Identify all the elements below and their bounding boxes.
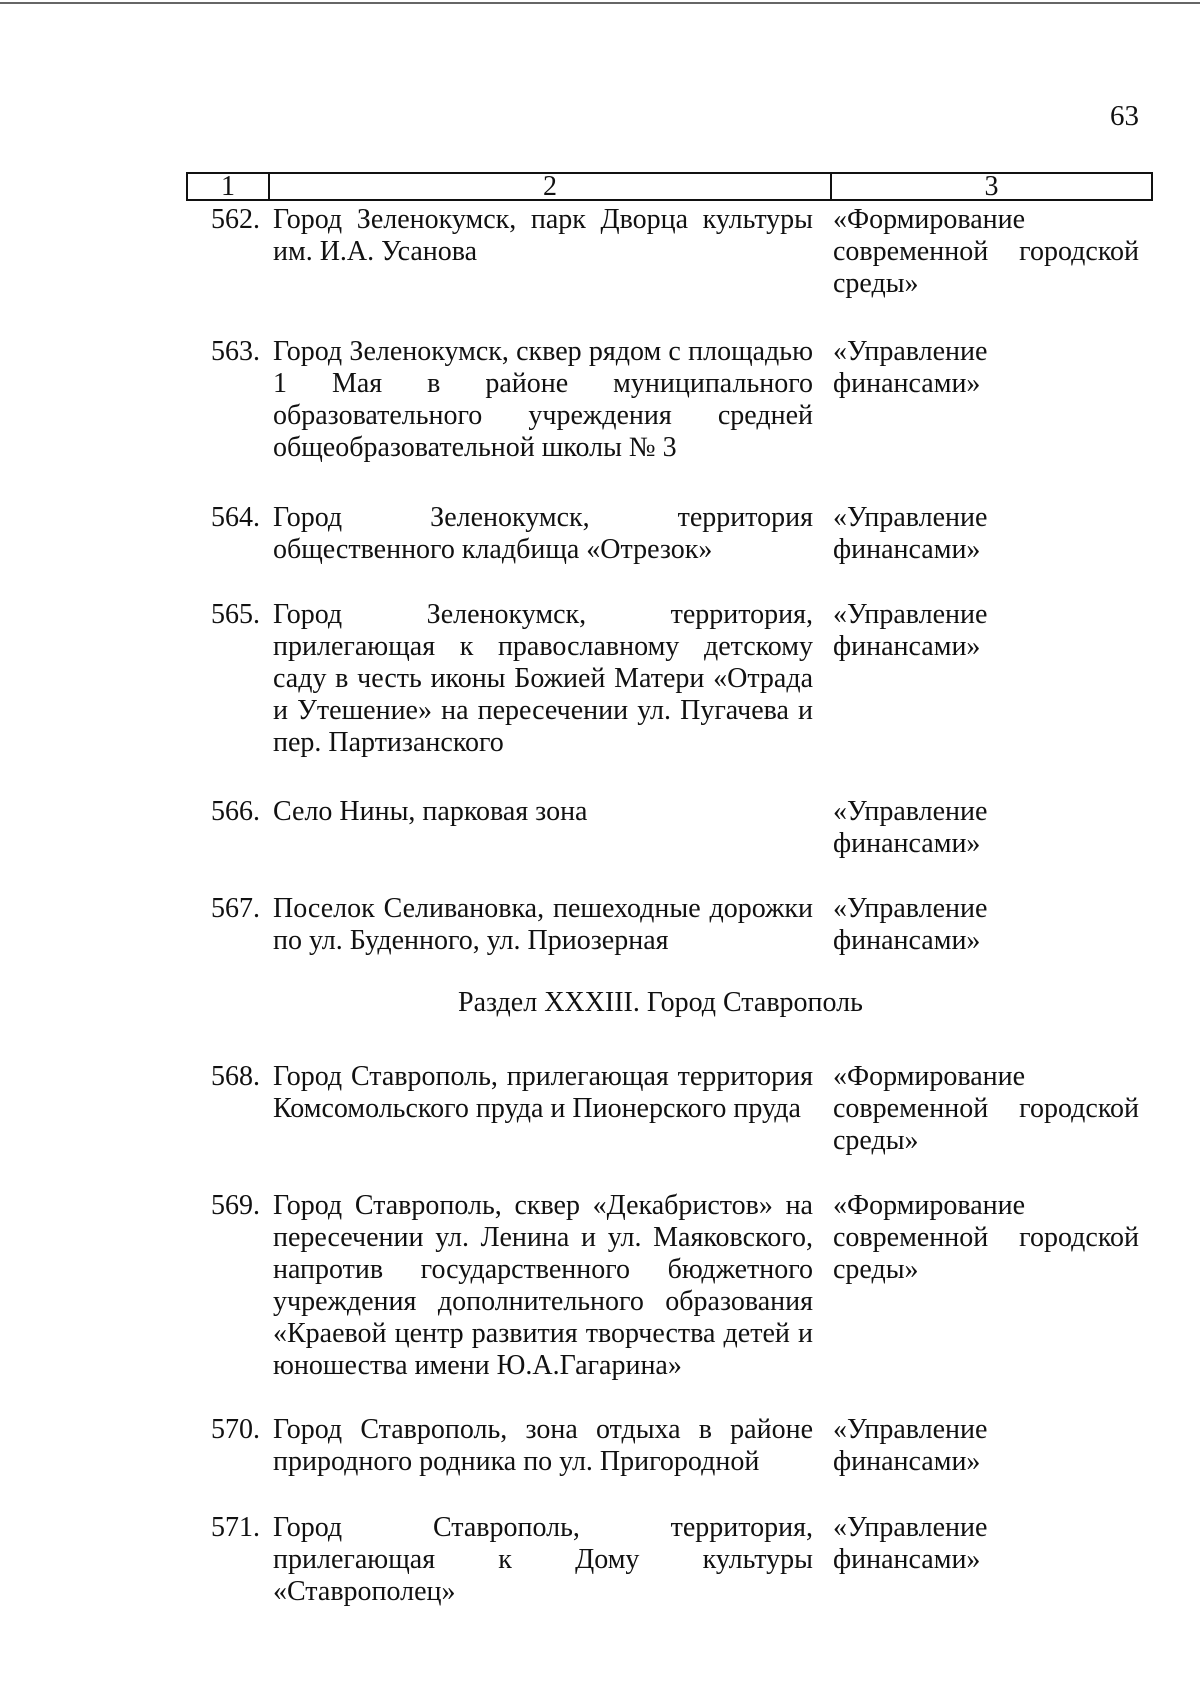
row-number: 565.: [211, 599, 260, 630]
row-description: Город Зеленокумск, парк Дворца культуры им. И.А. Усанова: [273, 204, 813, 267]
row-program: «Управление финансами»: [833, 1512, 988, 1575]
row-number: 567.: [211, 893, 260, 924]
page-number: 63: [1110, 100, 1139, 132]
row-number: 569.: [211, 1190, 260, 1221]
row-number: 566.: [211, 796, 260, 827]
row-number: 571.: [211, 1512, 260, 1543]
row-description: Город Ставрополь, сквер «Декабристов» на пересечении ул. Ленина и ул. Маяковского, напротив государственного бюджетного учреждения дополнительного образования «Краевой центр развития творчества детей и юношества имени Ю.А.Гагарина»: [273, 1190, 813, 1381]
row-description: Город Зеленокумск, сквер рядом с площадью 1 Мая в районе муниципального образовательного учреждения средней общеобразовательной школы № 3: [273, 336, 813, 463]
row-description: Город Ставрополь, зона отдыха в районе природного родника по ул. Пригородной: [273, 1414, 813, 1477]
row-program: «Управление финансами»: [833, 893, 988, 956]
header-col-1: 1: [221, 171, 235, 202]
section-heading-text: Раздел XXXIII. Город Ставрополь: [458, 987, 863, 1018]
row-number: 564.: [211, 502, 260, 533]
row-program: «Управление финансами»: [833, 502, 988, 565]
table-header: [186, 172, 1153, 201]
row-number: 570.: [211, 1414, 260, 1445]
row-description: Город Зеленокумск, территория, прилегающая к православному детскому саду в честь иконы Божией Матери «Отрада и Утешение» на пересечении ул. Пугачева и пер. Партизанского: [273, 599, 813, 758]
row-program: «Формирование современной городской среды»: [833, 1061, 1139, 1156]
scan-edge-line: [0, 2, 1200, 4]
header-col-2: 2: [543, 171, 557, 202]
row-description: Город Ставрополь, территория, прилегающая к Дому культуры «Ставрополец»: [273, 1512, 813, 1607]
row-program: «Управление финансами»: [833, 336, 988, 399]
header-col-3: 3: [984, 171, 999, 202]
row-program: «Управление финансами»: [833, 796, 988, 859]
row-program: «Формирование современной городской среды»: [833, 1190, 1139, 1285]
row-program: «Формирование современной городской среды»: [833, 204, 1139, 299]
row-description: Село Нины, парковая зона: [273, 796, 588, 827]
row-number: 563.: [211, 336, 260, 367]
row-description: Город Зеленокумск, территория общественного кладбища «Отрезок»: [273, 502, 813, 565]
row-description: Город Ставрополь, прилегающая территория Комсомольского пруда и Пионерского пруда: [273, 1061, 813, 1124]
row-program: «Управление финансами»: [833, 599, 988, 662]
row-description: Поселок Селивановка, пешеходные дорожки по ул. Буденного, ул. Приозерная: [273, 893, 813, 956]
row-number: 562.: [211, 204, 260, 235]
row-number: 568.: [211, 1061, 260, 1092]
row-program: «Управление финансами»: [833, 1414, 988, 1477]
